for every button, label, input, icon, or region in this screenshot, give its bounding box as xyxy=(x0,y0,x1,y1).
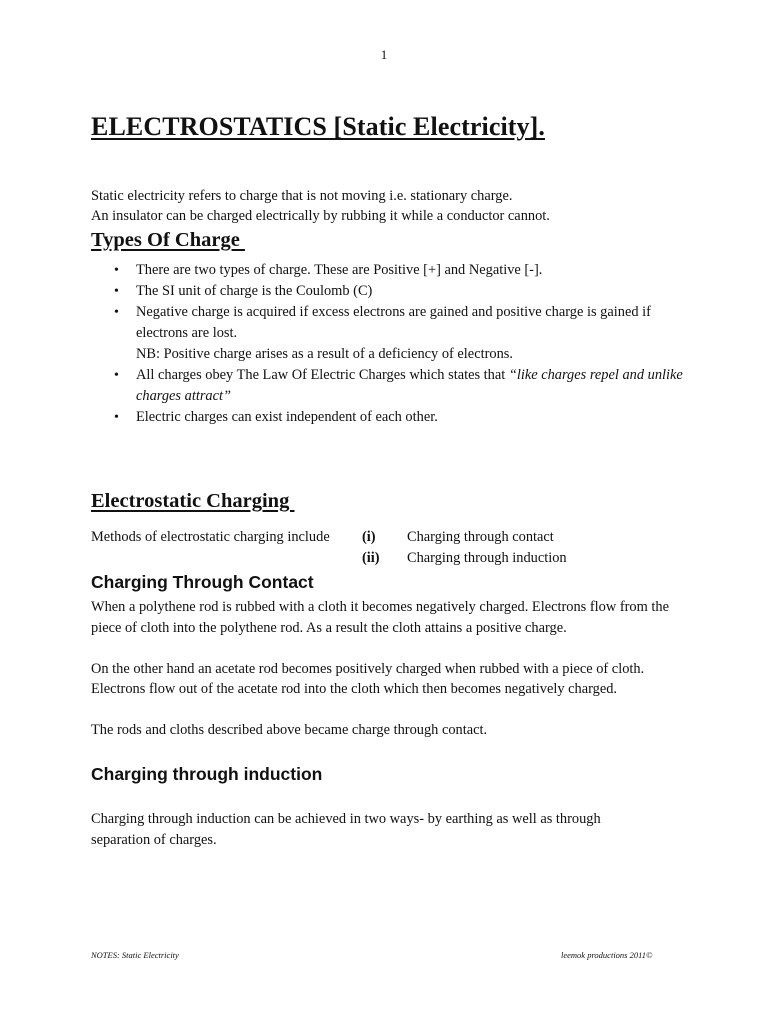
method-number: (ii) xyxy=(362,550,380,566)
method-number: (i) xyxy=(362,529,376,545)
methods-list xyxy=(362,529,567,571)
list-item xyxy=(110,260,690,281)
intro-line-2: An insulator can be charged electrically by rubbing it while a conductor cannot. xyxy=(91,208,550,224)
list-item xyxy=(110,302,690,365)
list-item-text: The SI unit of charge is the Coulomb (C) xyxy=(136,283,373,299)
list-item xyxy=(110,365,690,407)
contact-paragraph-1: When a polythene rod is rubbed with a cloth it becomes negatively charged. Electrons flow from the piece of cloth into the polythene rod. As a result the cloth attains a positive charge. xyxy=(91,599,669,636)
list-item xyxy=(110,281,690,302)
list-item xyxy=(110,407,690,428)
list-item-text: Negative charge is acquired if excess electrons are gained and positive charge is gained if electrons are lost. xyxy=(136,304,651,341)
list-item-text: There are two types of charge. These are Positive [+] and Negative [-]. xyxy=(136,262,543,278)
charging-through-contact-heading: Charging Through Contact xyxy=(91,572,314,592)
page-title: ELECTROSTATICS [Static Electricity]. xyxy=(91,112,546,141)
list-item-text: All charges obey The Law Of Electric Charges which states that xyxy=(136,367,509,383)
method-text: Charging through induction xyxy=(407,550,567,566)
list-item-note: NB: Positive charge arises as a result of a deficiency of electrons. xyxy=(136,346,513,362)
page-number: 1 xyxy=(380,47,388,62)
induction-paragraph: Charging through induction can be achieved in two ways- by earthing as well as through separation of charges. xyxy=(91,811,601,848)
footer-copyright: leemok productions 2011© xyxy=(561,950,653,960)
law-quote: “like charges repel and unlike charges attract” xyxy=(136,367,683,404)
method-item xyxy=(362,529,567,550)
method-item xyxy=(362,550,567,571)
methods-label: Methods of electrostatic charging include xyxy=(91,529,330,545)
electrostatic-charging-heading: Electrostatic Charging xyxy=(91,490,295,512)
types-of-charge-list xyxy=(110,260,690,428)
footer-notes-label: NOTES: Static Electricity xyxy=(91,950,179,960)
charging-through-induction-heading: Charging through induction xyxy=(91,764,323,784)
types-of-charge-heading: Types Of Charge xyxy=(91,229,245,251)
contact-paragraph-3: The rods and cloths described above became charge through contact. xyxy=(91,722,488,738)
contact-paragraph-2: On the other hand an acetate rod becomes positively charged when rubbed with a piece of cloth. Electrons flow out of the acetate rod into the cloth which then becomes negatively charged. xyxy=(91,661,645,697)
list-item-text: Electric charges can exist independent of each other. xyxy=(136,409,438,425)
method-text: Charging through contact xyxy=(407,529,554,545)
intro-line-1: Static electricity refers to charge that is not moving i.e. stationary charge. xyxy=(91,188,513,204)
